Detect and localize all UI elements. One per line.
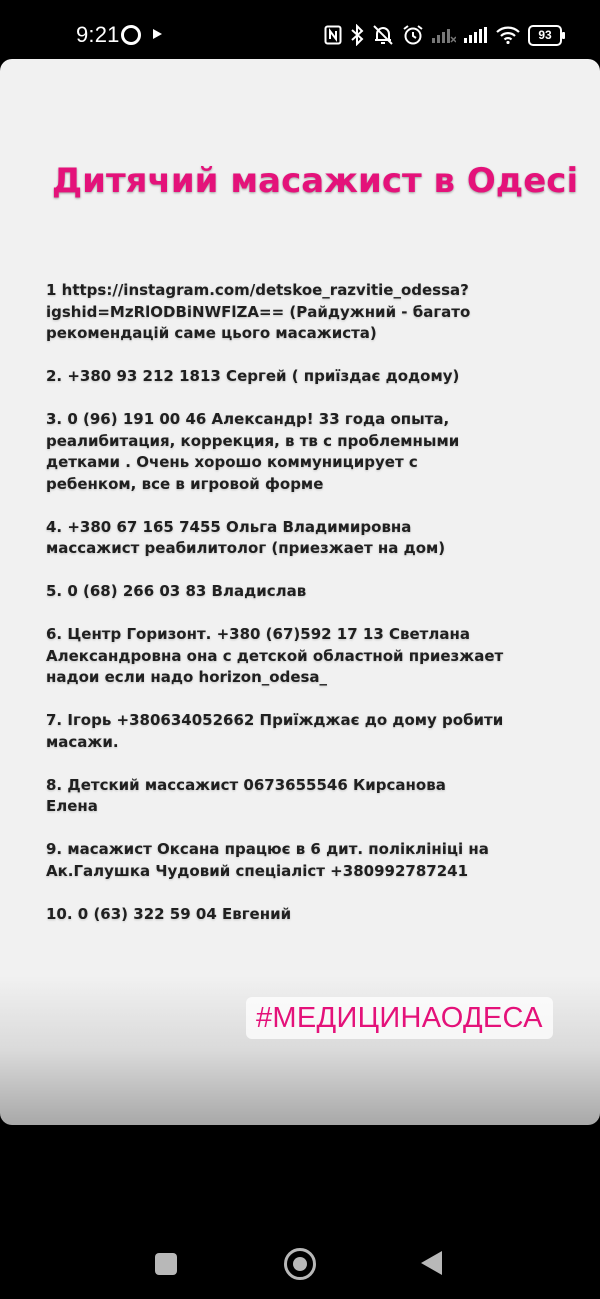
list-item: 6. Центр Горизонт. +380 (67)592 17 13 Светлана Александровна она с детской областной приезжает надои если надо horizon_odesa_: [46, 625, 504, 686]
story-title: Дитячий масажист в Одесі: [51, 161, 579, 201]
bluetooth-icon: [350, 24, 364, 46]
bell-off-icon: [372, 24, 394, 46]
circle-indicator-icon: [121, 25, 141, 45]
status-icons: [324, 20, 562, 50]
nav-recent-apps-icon[interactable]: [155, 1253, 177, 1275]
list-item: 8. Детский массажист 0673655546 Кирсанова Елена: [46, 775, 446, 815]
nfc-icon: [324, 25, 342, 45]
list-item: 3. 0 (96) 191 00 46 Александр! 33 года опыта, реалибитация, коррекция, в тв с проблемными детками . Очень хорошо коммуницирует с ребенком, все в игровой форме: [46, 410, 460, 493]
nav-back-icon[interactable]: [421, 1251, 442, 1275]
list-item: 9. масажист Оксана працює в 6 дит. поліклініці на Ак.Галушка Чудовий спеціаліст +380992787241: [46, 840, 489, 880]
signal-weak-icon: [432, 27, 456, 43]
navigation-bar: [0, 1228, 600, 1299]
hashtag-sticker[interactable]: #МЕДИЦИНАОДЕСА: [246, 997, 553, 1039]
signal-icon: [464, 27, 488, 43]
play-store-icon: [153, 29, 162, 39]
nav-home-icon[interactable]: [284, 1248, 316, 1280]
status-time: 9:21: [76, 22, 120, 47]
list-item: 7. Ігорь +380634052662 Приїжджає до дому робити масажи.: [46, 711, 504, 751]
battery-icon: 93: [528, 25, 562, 46]
story-list: [46, 280, 566, 947]
list-item: 5. 0 (68) 266 03 83 Владислав: [46, 582, 307, 600]
list-item: 1 https://instagram.com/detskoe_razvitie_odessa? igshid=MzRlODBiNWFlZA== (Райдужний - багато рекомендацій саме цього масажиста): [46, 281, 471, 342]
wifi-icon: [496, 26, 520, 44]
list-item: 4. +380 67 165 7455 Ольга Владимировна массажист реабилитолог (приезжает на дом): [46, 517, 446, 557]
status-bar: [0, 0, 600, 66]
list-item: 2. +380 93 212 1813 Сергей ( приїздає додому): [46, 367, 460, 385]
story-card[interactable]: [0, 59, 600, 1125]
list-item: 10. 0 (63) 322 59 04 Евгений: [46, 904, 292, 923]
alarm-icon: [402, 24, 424, 46]
